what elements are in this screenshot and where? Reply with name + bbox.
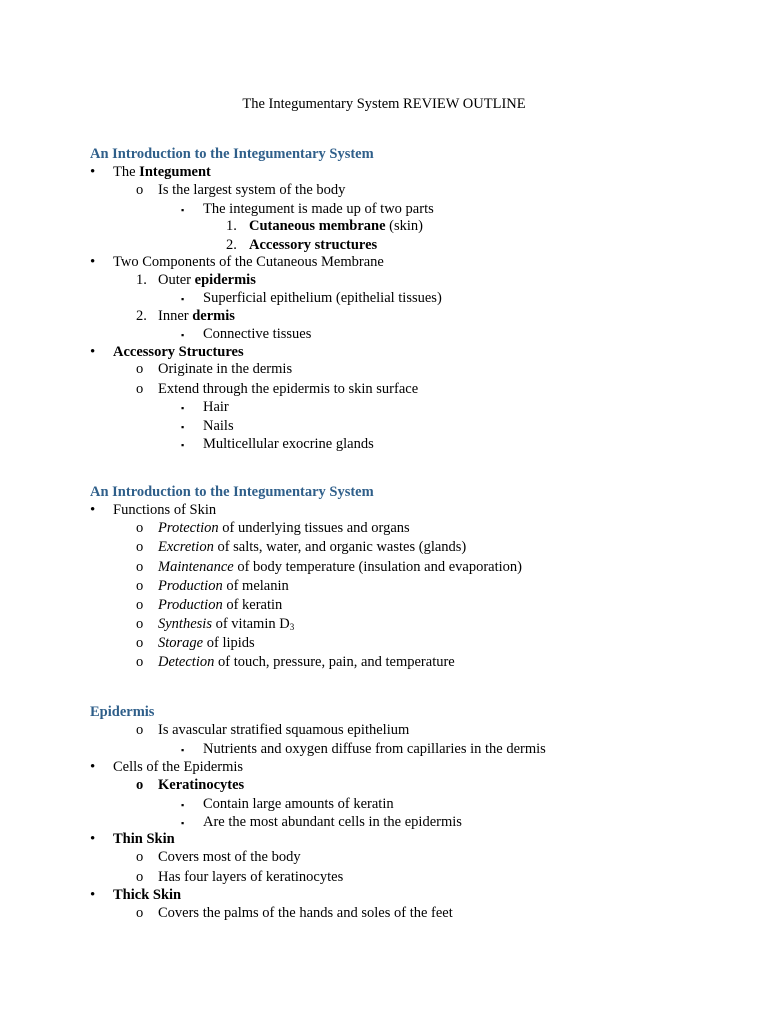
outline-item	[0, 868, 768, 886]
outline-item	[0, 653, 768, 671]
outline-item	[0, 758, 768, 776]
outline-item-text: Accessory structures	[249, 237, 378, 253]
outline-item	[0, 325, 768, 343]
list-marker: •	[90, 887, 96, 903]
outline-item	[0, 740, 768, 758]
outline-item	[0, 577, 768, 595]
list-marker: 1.	[136, 272, 147, 288]
outline-item-text: Connective tissues	[203, 326, 312, 342]
list-marker: o	[136, 597, 144, 613]
outline-item	[0, 435, 768, 453]
outline-item-text: Cells of the Epidermis	[113, 759, 244, 775]
list-marker: ▪	[181, 818, 185, 828]
outline-item	[0, 886, 768, 904]
list-marker: o	[136, 635, 144, 651]
list-marker: 2.	[226, 237, 237, 253]
outline-item-text: Synthesis of vitamin $D_3$	[158, 616, 295, 632]
list-marker: ▪	[181, 403, 185, 413]
outline-item	[0, 236, 768, 254]
outline-item-text: Two Components of the Cutaneous Membrane	[113, 254, 384, 270]
outline-item	[0, 634, 768, 652]
outline-item	[0, 538, 768, 556]
list-marker: o	[136, 654, 144, 670]
outline-item	[0, 813, 768, 831]
outline-item-text: Detection of touch, pressure, pain, and temperature	[158, 654, 455, 670]
outline-item-text: Maintenance of body temperature (insulation and evaporation)	[158, 559, 522, 575]
outline-item-text: Has four layers of keratinocytes	[158, 869, 344, 885]
outline-item-text: Nails	[203, 418, 234, 434]
outline-item	[0, 253, 768, 271]
list-marker: o	[136, 381, 144, 397]
outline-item-text: Extend through the epidermis to skin surface	[158, 381, 419, 397]
outline-item	[0, 519, 768, 537]
outline-item-text: Originate in the dermis	[158, 361, 293, 377]
outline-item	[0, 307, 768, 325]
outline-item	[0, 615, 768, 633]
list-marker: o	[136, 849, 144, 865]
outline-item	[0, 360, 768, 378]
outline-item-text: Excretion of salts, water, and organic wastes (glands)	[158, 539, 467, 555]
outline-item	[0, 596, 768, 614]
outline-item-text: Functions of Skin	[113, 502, 217, 518]
page-title: The Integumentary System REVIEW OUTLINE	[242, 96, 526, 112]
outline-item	[0, 163, 768, 181]
outline-item-text: The integument is made up of two parts	[203, 201, 434, 217]
list-marker: •	[90, 344, 96, 360]
outline-item-text: Nutrients and oxygen diffuse from capillaries in the dermis	[203, 741, 546, 757]
list-marker: •	[90, 164, 96, 180]
list-marker: o	[136, 361, 144, 377]
list-marker: 1.	[226, 218, 237, 234]
list-marker: o	[136, 520, 144, 536]
outline-item-text: Is avascular stratified squamous epithelium	[158, 722, 410, 738]
outline-item-text: Protection of underlying tissues and organs	[158, 520, 410, 536]
outline-item-text: Contain large amounts of keratin	[203, 796, 394, 812]
list-marker: •	[90, 831, 96, 847]
outline-item-text: Storage of lipids	[158, 635, 255, 651]
outline-item-text: Superficial epithelium (epithelial tissues)	[203, 290, 442, 306]
section-heading: Epidermis	[90, 704, 155, 720]
outline-item-text: Production of melanin	[158, 578, 289, 594]
list-marker: •	[90, 254, 96, 270]
list-marker: ▪	[181, 294, 185, 304]
section-heading: An Introduction to the Integumentary System	[90, 484, 374, 500]
outline-item	[0, 830, 768, 848]
list-marker: o	[136, 559, 144, 575]
outline-item	[0, 380, 768, 398]
outline-item-text: Outer epidermis	[158, 272, 256, 288]
list-marker: ▪	[181, 440, 185, 450]
list-marker: o	[136, 616, 144, 632]
outline-item-text: Thin Skin	[113, 831, 175, 847]
outline-item	[0, 795, 768, 813]
section-heading: An Introduction to the Integumentary System	[90, 146, 374, 162]
outline-item	[0, 289, 768, 307]
list-marker: •	[90, 759, 96, 775]
outline-item-text: Accessory Structures	[113, 344, 244, 360]
list-marker: 2.	[136, 308, 147, 324]
outline-item	[0, 848, 768, 866]
outline-item	[0, 200, 768, 218]
outline-item	[0, 343, 768, 361]
outline-item	[0, 904, 768, 922]
list-marker: ▪	[181, 800, 185, 810]
list-marker: o	[136, 869, 144, 885]
outline-item	[0, 501, 768, 519]
outline-item-text: Keratinocytes	[158, 777, 245, 793]
outline-item-text: Covers most of the body	[158, 849, 301, 865]
outline-item-text: Are the most abundant cells in the epidermis	[203, 814, 462, 830]
outline-item-text: Multicellular exocrine glands	[203, 436, 374, 452]
outline-item-text: Covers the palms of the hands and soles of the feet	[158, 905, 453, 921]
outline-item-text: Inner dermis	[158, 308, 235, 324]
list-marker: o	[136, 182, 144, 198]
outline-item-text: Hair	[203, 399, 229, 415]
list-marker: o	[136, 578, 144, 594]
list-marker: o	[136, 777, 144, 793]
outline-item	[0, 417, 768, 435]
outline-item	[0, 776, 768, 794]
list-marker: •	[90, 502, 96, 518]
outline-item-text: The Integument	[113, 164, 211, 180]
outline-item	[0, 398, 768, 416]
list-marker: ▪	[181, 205, 185, 215]
outline-item	[0, 721, 768, 739]
outline-item-text: Thick Skin	[113, 887, 182, 903]
outline-item	[0, 217, 768, 235]
list-marker: o	[136, 722, 144, 738]
outline-item	[0, 558, 768, 576]
list-marker: ▪	[181, 422, 185, 432]
outline-item-text: Production of keratin	[158, 597, 283, 613]
outline-item-text: Is the largest system of the body	[158, 182, 346, 198]
outline-item-text: Cutaneous membrane (skin)	[249, 218, 424, 234]
list-marker: ▪	[181, 745, 185, 755]
outline-item	[0, 271, 768, 289]
list-marker: o	[136, 539, 144, 555]
outline-item	[0, 181, 768, 199]
list-marker: ▪	[181, 330, 185, 340]
list-marker: o	[136, 905, 144, 921]
